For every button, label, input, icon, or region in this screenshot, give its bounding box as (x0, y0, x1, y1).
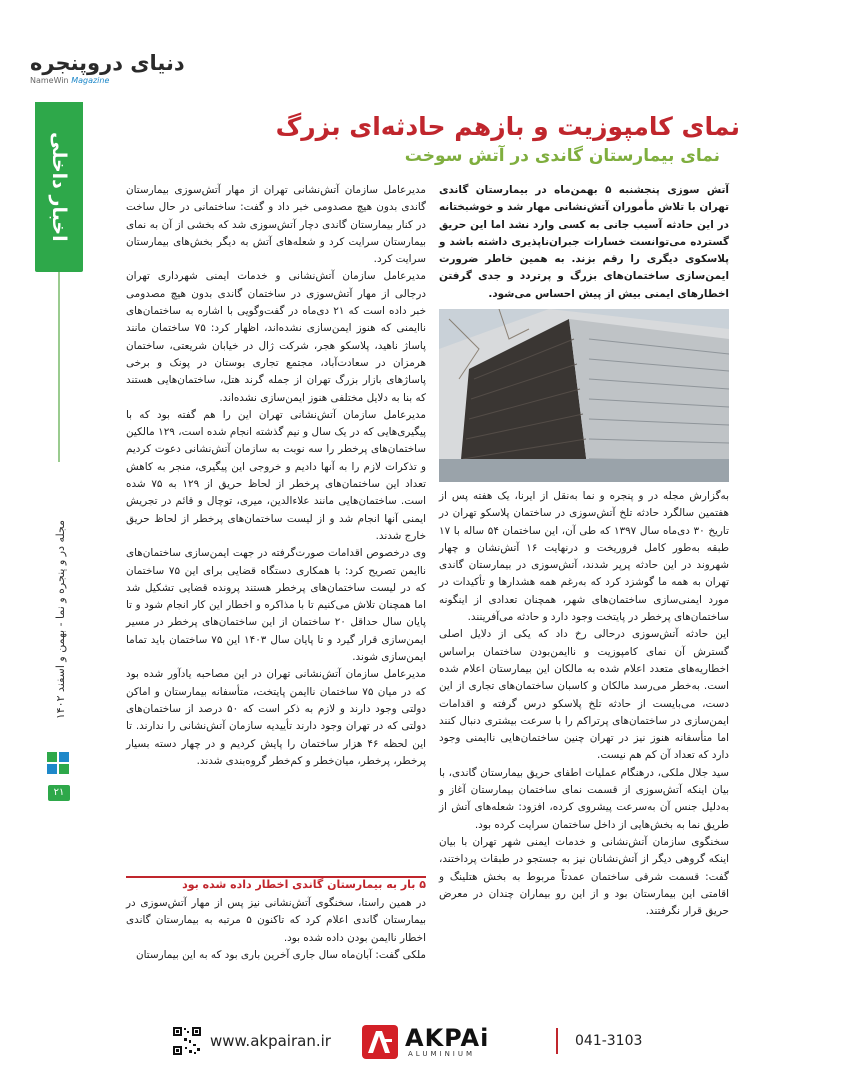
body-paragraph: مدیرعامل سازمان آتش‌نشانی و خدمات ایمنی شهرداری تهران درجالی از مهار آتش‌سوزی در ساختمان گاندی بدون هیچ مصدومی خبر داده است که ۲۱ دی‌ماه در گفت‌وگویی با اشاره به ساختمان‌های ناایمنی که هنوز ایمن‌سازی نشده‌اند، اظهار کرد: ۷۵ ساختمان مانند پاساژ ناهید، پلاسکو هجر، شرکت ژال در خیابان شریعتی، ساختمان هرمزان در سعادت‌آباد، مجتمع تجاری بوستان در پونک و برخی پاساژهای بازار بزرگ تهران از جمله گرند هتل، ساختمان‌هایی هستند که بنا به دلایل مختلفی هنوز ایمن‌سازی نشده‌اند. (126, 270, 426, 404)
qr-code-icon (172, 1026, 202, 1056)
sidebar-divider (58, 272, 60, 462)
body-paragraph: سید جلال ملکی، درهنگام عملیات اطفای حریق بیمارستان گاندی، با بیان اینکه آتش‌سوزی از قسمت نمای ساختمان بیمارستان آغاز و به‌دلیل جنس آن به‌سرعت پیشروی کرده، افزود: شعله‌های آتش از طریق نما به بخش‌هایی از داخل ساختمان سرایت کرده بود. (439, 766, 729, 831)
magazine-logo (30, 52, 220, 92)
website-link[interactable]: www.akpairan.ir (210, 1032, 331, 1050)
box-heading: ۵ بار به بیمارستان گاندی اخطار داده شده بود (126, 876, 426, 895)
section-sidebar (35, 102, 83, 272)
body-paragraph: مدیرعامل سازمان آتش‌نشانی تهران در این مصاحبه یادآور شده بود که در میان ۷۵ ساختمان ناایمن پایتخت، متأسفانه بیمارستان و اماکن دولتی وجود دارند و لازم به ذکر است که ۵۰ درصد از ساختمان‌های دولتی که در تهران وجود دارند تأییدیه سازمان آتش‌نشانی را ندارند. تا این لحظه ۴۶ هزار ساختمان را پایش کردیم و در چهار دسته بسیار پرخطر، پرخطر، میان‌خطر و کم‌خطر گروه‌بندی شدند. (126, 668, 427, 767)
akpai-logo-icon (362, 1025, 398, 1059)
issue-line: مجله در و پنجره و نما - بهمن و اسفند ۱۴۰۲ (53, 520, 67, 720)
left-column-body (126, 182, 426, 770)
intro-paragraph: آتش سوزی پنجشنبه ۵ بهمن‌ماه در بیمارستان گاندی تهران با تلاش مأموران آتش‌نشانی مهار شد و خوشبختانه در این حادثه آسیب جانی به کسی وارد نشد اما این حریق گسترده می‌توانست خسارات جبران‌ناپذیری داشته باشد و پلاسکوی دیگری را رقم بزند. به همین خاطر ضرورت ایمن‌سازی ساختمان‌های بزرگ و پرتردد و جدی گرفتن اخطارهای ایمنی بیش از پیش احساس می‌شود. (439, 184, 729, 300)
body-paragraph: مدیرعامل سازمان آتش‌نشانی تهران از مهار آتش‌سوزی بیمارستان گاندی بدون هیچ مصدومی خبر داد و گفت: ساختمانی در حال ساخت در کنار بیمارستان گاندی دچار آتش‌سوزی شد که بخشی از آن به نمای بیمارستان سرایت کرد و شعله‌های آتش به دیگر بخش‌های بیمارستان سرایت کرد. (126, 184, 426, 266)
page-mark-icon (47, 752, 71, 776)
issue-info (40, 470, 80, 770)
article-title: نمای کامپوزیت و بازهم حادثه‌ای بزرگ (275, 112, 740, 141)
footer-divider (556, 1028, 558, 1054)
body-paragraph: در همین راستا، سخنگوی آتش‌نشانی نیز پس از مهار آتش‌سوزی در بیمارستان گاندی اعلام کرد که تاکنون ۵ مرتبه به بیمارستان گاندی اخطار ناایمن بودن داده شده بود. (126, 897, 426, 944)
brand-name: AKPAi (405, 1024, 490, 1052)
body-paragraph: سخنگوی سازمان آتش‌نشانی و خدمات ایمنی شهر تهران با بیان اینکه گروهی دیگر از آتش‌نشانان نیز به جستجو در طبقات پرداختند، گفت: قسمت شرقی ساختمان عمدتاً مربوط به بخش هتلینگ و اقامتی این بیمارستان بود و از این رو بیماران چندان در معرض حریق قرار نگرفتند. (439, 835, 729, 918)
section-tab (35, 102, 83, 272)
box-body (126, 895, 426, 964)
body-paragraph: این حادثه آتش‌سوزی درحالی رخ داد که یکی از دلایل اصلی گسترش آن نمای کامپوزیت و ناایمن‌بودن ساختمان براساس اخطاریه‌های متعدد اعلام شده به مالکان این بیمارستان اعلام شده است. به‌خطر می‌رسد مالکان و کاسبان ساختمان‌های تجاری از این دست، می‌بایست از حادثه تلخ پلاسکو درس گرفته و اقدامات ایمن‌سازی در ساختمان‌های پرتراکم را با سرعت بیشتری دنبال کنند اما متأسفانه هنوز نیز در تهران چنین ساختمان‌هایی ناایمنی وجود دارد که تعداد آن کم هم نیست. (439, 628, 729, 762)
body-paragraph: وی درخصوص اقدامات صورت‌گرفته در جهت ایمن‌سازی ساختمان‌های ناایمن تصریح کرد: با همکاری دستگاه قضایی برای این ۷۵ ساختمان که در لیست ساختمان‌های پرخطر هستند پرونده قضایی تشکیل شد اما همچنان تلاش می‌کنیم تا با مذاکره و اخطار این کار انجام شود و تا پایان سال حداقل ۲۰ ساختمان از این ساختمان‌های پرخطر در مسیر ایمن‌سازی قرار گیرد و تا پایان سال ۱۴۰۳ این ۷۵ ساختمان باید تماما ایمن‌سازی شوند. (126, 547, 427, 664)
right-column-intro (439, 182, 729, 303)
section-label: اخبار داخلی (48, 132, 70, 242)
article-subtitle: نمای بیمارستان گاندی در آتش سوخت (404, 146, 720, 166)
body-paragraph: مدیرعامل سازمان آتش‌نشانی تهران این را هم گفته بود که با پیگیری‌هایی که در یک سال و نیم گذشته انجام شده است، ۱۲۹ مالکین ساختمان‌های پرخطر را سه نوبت به سازمان آتش‌نشانی دعوت کردیم و تذکرات لازم را به آنها دادیم و خروجی این پیگیری، منجر به کاهش تعداد این ساختمان‌های پرخطر از لحاظ حریق از ۱۲۹ به ۷۵ شده است. ساختمان‌هایی مانند علاءالدین، میری، توچال و قائم در تجریش ایمنی آنها انجام شد و از لیست ساختمان‌های پرخطر از لحاظ حریق خارج شدند. (126, 408, 427, 542)
logo-subtitle: NameWin Magazine (30, 76, 110, 85)
right-column-body (439, 488, 729, 920)
brand-subtitle: ALUMINIUM (408, 1050, 476, 1058)
body-paragraph: به‌گزارش مجله در و پنجره و نما به‌نقل از ایرنا، یک هفته پس از هفتمین سالگرد حادثه تلخ آتش‌سوزی در ساختمان پلاسکو تهران در تاریخ ۳۰ دی‌ماه سال ۱۳۹۷ که طی آن، این ساختمان ۵۴ ساله با ۱۷ طبقه به‌طور کامل فروریخت و درنهایت ۱۶ آتش‌نشان و چهار شهروند در این حادثه پرپر شدند، آتش‌سوزی در بیمارستان گاندی تهران به همه ما گوشزد کرد که به‌رغم همه هشدارها و تأکیدات در مورد ایمنی‌سازی ساختمان‌های شهر، همچنان تعدادی از اینگونه ساختمان‌های پرخطر در پایتخت وجود دارد و حادثه می‌آفرینند. (439, 490, 730, 624)
logo-wordmark: دنیای دروپنجره (30, 51, 185, 75)
body-paragraph: ملکی گفت: آبان‌ماه سال جاری آخرین باری بود که به این بیمارستان (135, 948, 426, 961)
article-photo (439, 309, 729, 482)
phone-number: 041-3103 (575, 1033, 643, 1049)
page-number: ۲۱ (48, 785, 70, 801)
